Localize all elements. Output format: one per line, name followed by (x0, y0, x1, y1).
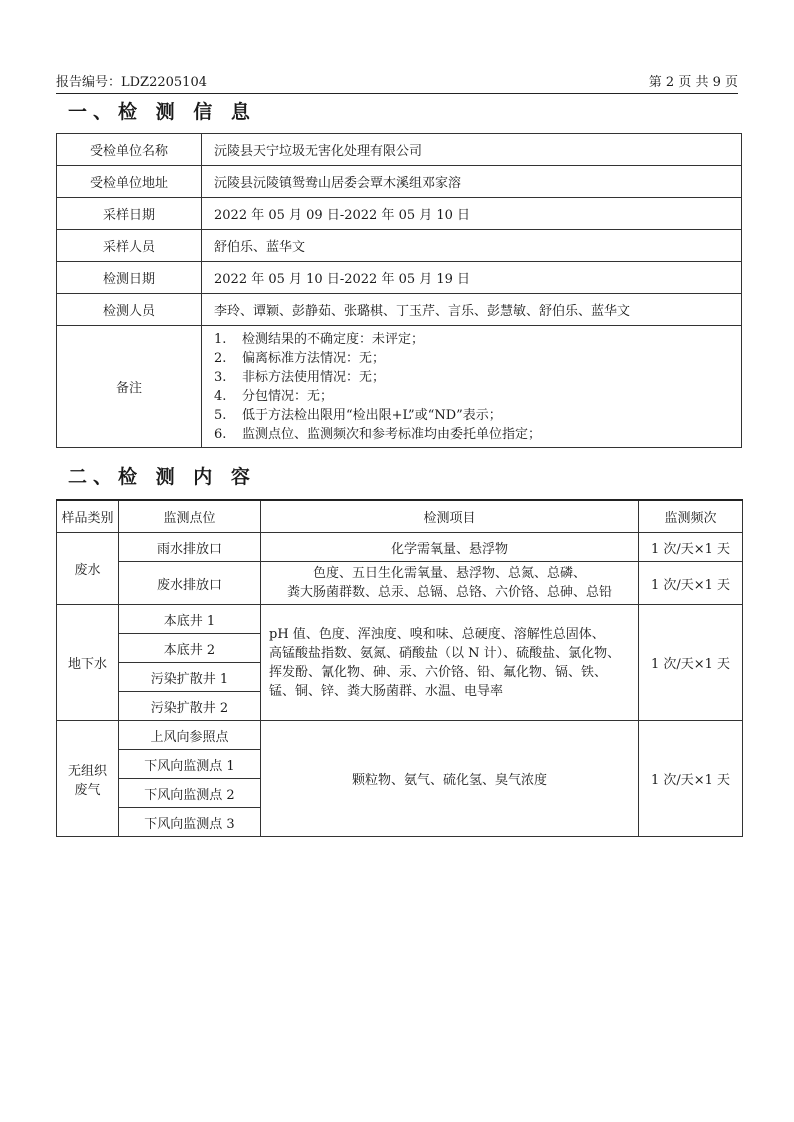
note-item (214, 406, 741, 425)
sample-category-line: 无组织 (67, 763, 107, 779)
test-items-text (261, 562, 638, 604)
test-items-text (261, 623, 638, 703)
info-label: 受检单位地址 (57, 166, 202, 198)
note-number: 1. (214, 331, 227, 347)
info-label: 采样人员 (57, 230, 202, 262)
info-row (57, 262, 742, 294)
note-text: 监测点位、监测频次和参考标准均由委托单位指定； (242, 426, 542, 442)
table-row (57, 562, 743, 605)
table-row (57, 605, 743, 634)
monitoring-point: 下风向监测点 2 (119, 779, 261, 808)
info-row (57, 294, 742, 326)
note-number: 4. (214, 388, 227, 404)
page-number: 第 2 页 共 9 页 (648, 75, 738, 90)
frequency: 1 次/天×1 天 (639, 562, 743, 605)
section-title-inspection-info: 一、检 测 信 息 (68, 101, 256, 123)
monitoring-point: 下风向监测点 1 (119, 750, 261, 779)
frequency: 1 次/天×1 天 (639, 605, 743, 721)
note-item (214, 330, 741, 349)
monitoring-point: 污染扩散井 1 (119, 663, 261, 692)
frequency: 1 次/天×1 天 (639, 721, 743, 837)
page-header (56, 66, 738, 94)
inspection-content-table (56, 499, 743, 837)
note-text: 低于方法检出限用“检出限+L”或“ND”表示； (242, 407, 502, 423)
note-text: 分包情况：无； (242, 388, 334, 404)
sample-category-line: 废气 (74, 782, 101, 798)
test-items: 化学需氧量、悬浮物 (261, 533, 639, 562)
note-item (214, 387, 741, 406)
notes-row (57, 326, 742, 448)
test-items-line: 高锰酸盐指数、氨氮、硝酸盐（以 N 计）、硫酸盐、氯化物、 (269, 645, 621, 661)
note-text: 检测结果的不确定度：未评定； (242, 331, 425, 347)
monitoring-point: 下风向监测点 3 (119, 808, 261, 837)
test-items (261, 605, 639, 721)
info-row (57, 198, 742, 230)
note-item (214, 425, 741, 444)
test-items: 颗粒物、氨气、硫化氢、臭气浓度 (261, 721, 639, 837)
info-label: 检测人员 (57, 294, 202, 326)
note-number: 6. (214, 426, 227, 442)
header-monitoring-point: 监测点位 (119, 500, 261, 533)
info-row (57, 230, 742, 262)
test-items-line: 挥发酚、氰化物、砷、汞、六价铬、铅、氟化物、镉、铁、 (269, 664, 608, 680)
notes-cell (202, 326, 742, 448)
monitoring-point: 本底井 1 (119, 605, 261, 634)
info-row (57, 166, 742, 198)
test-items (261, 562, 639, 605)
sample-category: 废水 (57, 533, 119, 605)
test-items-line: 色度、五日生化需氧量、悬浮物、总氮、总磷、 (312, 566, 586, 581)
note-number: 3. (214, 369, 227, 385)
monitoring-point: 污染扩散井 2 (119, 692, 261, 721)
test-items-line: 锰、铜、锌、粪大肠菌群、水温、电导率 (269, 683, 504, 699)
info-value: 沅陵县沅陵镇鸳鸯山居委会覃木溪组邓家溶 (202, 166, 742, 198)
note-item (214, 349, 741, 368)
notes-list (214, 327, 741, 447)
info-row (57, 134, 742, 166)
info-label: 受检单位名称 (57, 134, 202, 166)
note-number: 2. (214, 350, 227, 366)
note-text: 非标方法使用情况：无； (242, 369, 386, 385)
info-value: 2022 年 05 月 09 日-2022 年 05 月 10 日 (202, 198, 742, 230)
info-label: 检测日期 (57, 262, 202, 294)
report-number: 报告编号：LDZ2205104 (56, 75, 207, 90)
test-items-line: 粪大肠菌群数、总汞、总镉、总铬、六价铬、总砷、总铅 (286, 585, 612, 600)
note-text: 偏离标准方法情况：无； (242, 350, 386, 366)
test-items-line: pH 值、色度、浑浊度、嗅和味、总硬度、溶解性总固体、 (269, 626, 605, 642)
frequency: 1 次/天×1 天 (639, 533, 743, 562)
table-row (57, 533, 743, 562)
notes-label: 备注 (57, 326, 202, 448)
header-sample-type: 样品类别 (57, 500, 119, 533)
note-item (214, 368, 741, 387)
monitoring-point: 雨水排放口 (119, 533, 261, 562)
monitoring-point: 废水排放口 (119, 562, 261, 605)
info-value: 李玲、谭颖、彭静茹、张璐棋、丁玉芹、言乐、彭慧敏、舒伯乐、蓝华文 (202, 294, 742, 326)
sample-category (57, 721, 119, 837)
section-title-inspection-content: 二、检 测 内 容 (68, 466, 256, 488)
header-frequency: 监测频次 (639, 500, 743, 533)
info-label: 采样日期 (57, 198, 202, 230)
monitoring-point: 本底井 2 (119, 634, 261, 663)
info-value: 舒伯乐、蓝华文 (202, 230, 742, 262)
sample-category: 地下水 (57, 605, 119, 721)
note-number: 5. (214, 407, 227, 423)
monitoring-point: 上风向参照点 (119, 721, 261, 750)
info-value: 2022 年 05 月 10 日-2022 年 05 月 19 日 (202, 262, 742, 294)
table-row (57, 721, 743, 750)
info-value: 沅陵县天宁垃圾无害化处理有限公司 (202, 134, 742, 166)
header-test-items: 检测项目 (261, 500, 639, 533)
table-header-row (57, 500, 743, 533)
inspection-info-table (56, 133, 742, 448)
